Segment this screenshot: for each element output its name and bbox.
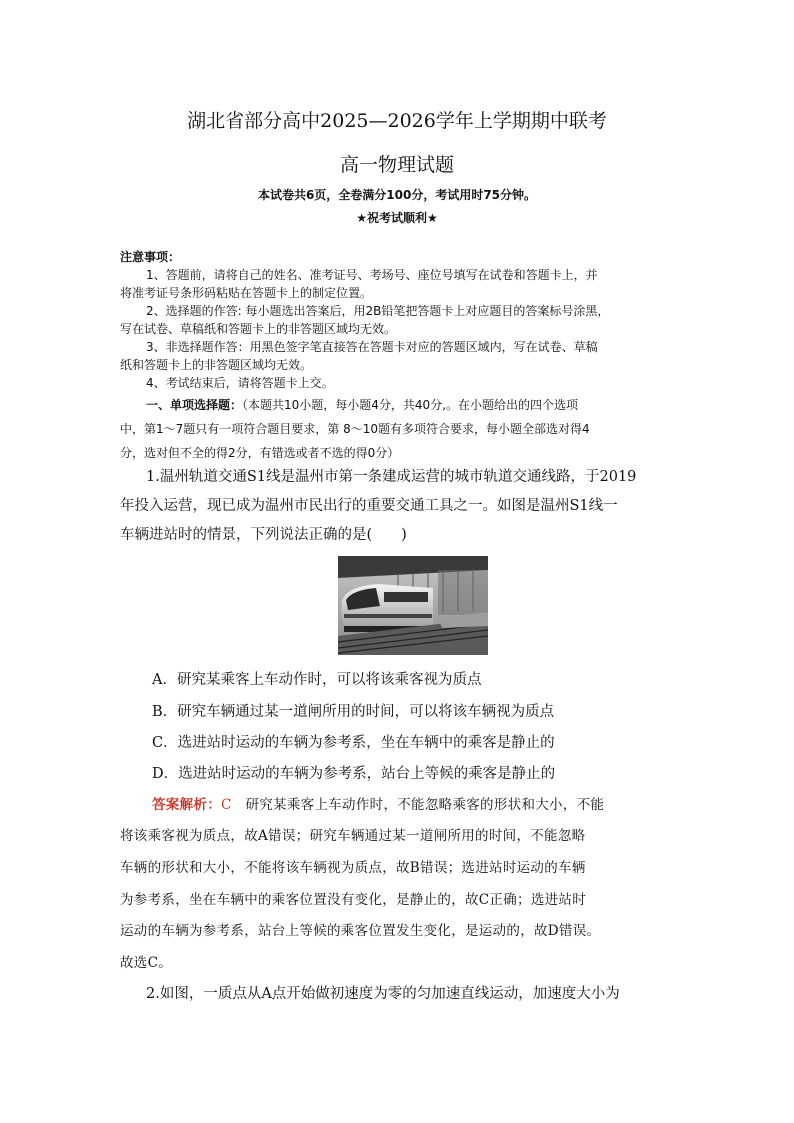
option-d: D．选进站时运动的车辆为参考系，站台上等候的乘客是静止的 (152, 766, 556, 782)
answer-label: 答案解析： (152, 797, 221, 813)
option-b: B．研究车辆通过某一道闸所用的时间，可以将该车辆视为质点 (152, 704, 555, 720)
exam-info: 本试卷共6页，全卷满分100分，考试用时75分钟。 (257, 188, 537, 202)
notes-line: 3、非选择题作答：用黑色签字笔直接答在答题卡对应的答题区域内，写在试卷、草稿 (146, 340, 598, 354)
question-text: 1.温州轨道交通S1线是温州市第一条建成运营的城市轨道交通线路，于2019 (146, 469, 637, 485)
notes-line: 4、考试结束后，请将答题卡上交。 (146, 376, 334, 390)
answer-text: 故选C。 (120, 955, 173, 971)
answer-text: 为参考系，坐在车辆中的乘客位置没有变化，是静止的，故C正确；选进站时 (120, 892, 587, 908)
notes-line: 纸和答题卡上的非答题区域均无效。 (120, 358, 313, 372)
notes-line: 将准考证号条形码粘贴在答题卡上的制定位置。 (120, 286, 373, 300)
answer-text: 车辆的形状和大小，不能将该车辆视为质点，故B错误；选进站时运动的车辆 (120, 860, 586, 876)
option-c: C．选进站时运动的车辆为参考系，坐在车辆中的乘客是静止的 (152, 735, 555, 751)
answer-key: C (221, 797, 232, 813)
exam-title: 湖北省部分高中2025—2026学年上学期期中联考 (187, 110, 607, 132)
question-2-text: 2.如图，一质点从A点开始做初速度为零的匀加速直线运动，加速度大小为 (146, 986, 620, 1002)
answer-text: 将该乘客视为质点，故A错误；研究车辆通过某一道闸所用的时间，不能忽略 (120, 828, 586, 844)
option-a: A．研究某乘客上车动作时，可以将该乘客视为质点 (152, 672, 482, 688)
exam-subtitle: 高一物理试题 (339, 154, 454, 176)
notes-line: 2、选择题的作答: 每小题选出答案后，用2B铅笔把答题卡上对应题目的答案标号涂黑， (146, 304, 610, 318)
answer-text: 运动的车辆为参考系，站台上等候的乘客位置发生变化，是运动的，故D错误。 (120, 923, 601, 939)
exam-wish: ★祝考试顺利★ (356, 211, 438, 225)
answer-text: 研究某乘客上车动作时，不能忽略乘客的形状和大小，不能 (245, 797, 605, 813)
question-text: 车辆进站时的情景，下列说法正确的是( ) (120, 527, 407, 543)
notes-heading: 注意事项： (120, 250, 181, 264)
section-line: 中，第1～7题只有一项符合题目要求，第 8～10题有多项符合要求，每小题全部选对得4 (120, 422, 590, 436)
train-photo (338, 556, 488, 655)
answer-line (152, 793, 604, 813)
section-line: 分，选对但不全的得2分，有错选或者不选的得0分） (120, 446, 400, 460)
section-line (146, 396, 578, 413)
notes-line: 1、答题前，请将自己的姓名、准考证号、考场号、座位号填写在试卷和答题卡上，并 (146, 268, 598, 282)
section-heading: 一、单项选择题： (146, 398, 243, 412)
section-desc: （本题共10小题，每小题4分，共40分,。在小题给出的四个选项 (242, 398, 579, 412)
question-text: 年投入运营，现已成为温州市民出行的重要交通工具之一。如图是温州S1线一 (120, 498, 618, 514)
notes-line: 写在试卷、草稿纸和答题卡上的非答题区域均无效。 (120, 322, 397, 336)
